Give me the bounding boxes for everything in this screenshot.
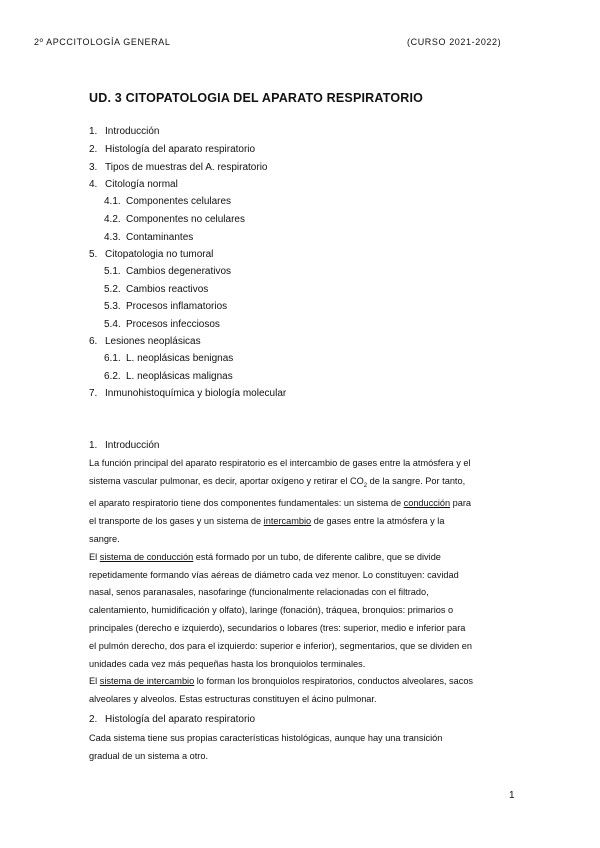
text-line: principales (derecho e izquierdo), secundarios o lobares (tres: superior, medio e inferior para [89,623,466,633]
document-title: UD. 3 CITOPATOLOGIA DEL APARATO RESPIRATORIO [89,91,424,105]
section-body-histologia [89,730,519,766]
toc-subitem: 6.1. L. neoplásicas benignas [104,353,234,364]
page-number: 1 [509,790,515,801]
text-line: Cada sistema tiene sus propias características histológicas, aunque hay una transición [89,733,443,743]
toc-subitem: 5.1. Cambios degenerativos [104,266,232,277]
toc-item: 6. Lesiones neoplásicas [89,336,201,347]
text-line: sistema vascular pulmonar, es decir, aportar oxígeno y retirar el $CO_2$ de la sangre. Por tanto, [89,475,466,489]
text-line: La función principal del aparato respiratorio es el intercambio de gases entre la atmósfera y el [89,458,471,468]
text-line: El sistema de conducción está formado por un tubo, de diferente calibre, que se divide [89,551,441,562]
text-line: el transporte de los gases y un sistema de intercambio de gases entre la atmósfera y la [89,516,445,527]
header-course-year: (CURSO 2021-2022) [407,37,502,47]
text-line: el aparato respiratorio tiene dos componentes fundamentales: un sistema de conducción para [89,498,472,509]
toc-subitem: 5.3. Procesos inflamatorios [104,301,228,312]
text-line: unidades cada vez más pequeñas hasta los bronquiolos terminales. [89,658,366,669]
toc-item: 5. Citopatologia no tumoral [89,249,214,260]
section-heading-introduccion: 1. Introducción [89,440,160,451]
text-line: sangre. [89,534,120,545]
section-body-introduccion [89,455,519,709]
text-line: El sistema de intercambio lo forman los bronquiolos respiratorios, conductos alveolares, sacos [89,676,474,687]
toc-item: 7. Inmunohistoquímica y biología molecular [89,388,287,399]
text-line: nasal, senos paranasales, nasofaringe (funcionalmente relacionadas con el filtrado, [89,587,429,598]
toc-subitem: 6.2. L. neoplásicas malignas [104,371,233,382]
toc-subitem: 5.4. Procesos infecciosos [104,319,220,330]
text-line: el pulmón derecho, dos para el izquierdo: superior e inferior), segmentarios, que se dividen en [89,640,473,651]
header-course-title: 2º APCCITOLOGÍA GENERAL [34,37,171,47]
toc-item: 3. Tipos de muestras del A. respiratorio [89,162,268,173]
toc-subitem: 4.2. Componentes no celulares [104,214,245,225]
text-line: alveolares y alveolos. Estas estructuras constituyen el ácino pulmonar. [89,694,377,705]
text-line: calentamiento, humidificación y olfato), laringe (fonación), tráquea, bronquios: primarios o [89,605,454,616]
toc-subitem: 4.1. Componentes celulares [104,196,232,207]
section-heading-histologia: 2. Histología del aparato respiratorio [89,714,256,725]
toc-item: 4. Citología normal [89,179,178,190]
toc-item: 1. Introducción [89,126,160,137]
text-line: repetidamente formando vías aéreas de diámetro cada vez menor. Lo constituyen: cavidad [89,569,459,580]
text-line: gradual de un sistema a otro. [89,750,208,761]
toc-item: 2. Histología del aparato respiratorio [89,144,256,155]
toc-subitem: 5.2. Cambios reactivos [104,284,209,295]
toc-subitem: 4.3. Contaminantes [104,232,194,243]
